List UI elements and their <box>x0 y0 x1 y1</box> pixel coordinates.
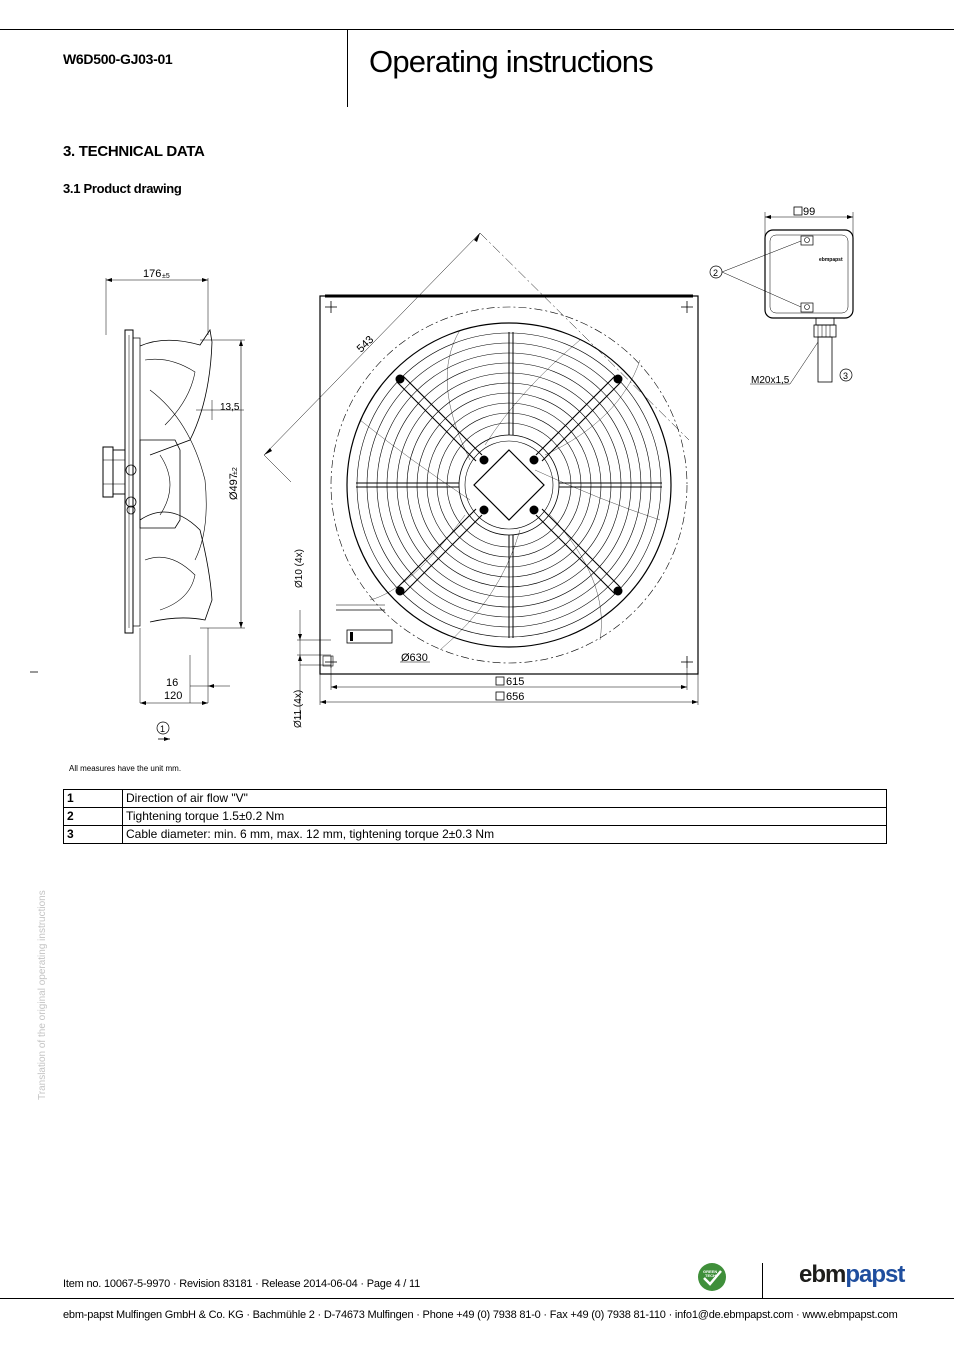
dim-d10: Ø10 (4x) <box>294 549 305 588</box>
translation-note: Translation of the original operating instructions <box>37 890 48 1100</box>
dim-615: 615 <box>506 676 525 688</box>
legend-number: 3 <box>64 826 123 844</box>
legend-text: Direction of air flow "V" <box>123 790 887 808</box>
callout-1-text: 1 <box>160 724 166 734</box>
footer-rule <box>0 1298 954 1299</box>
dim-99: 99 <box>803 206 816 218</box>
footer-address-line: ebm-papst Mulfingen GmbH & Co. KG · Bachmühle 2 · D-74673 Mulfingen · Phone +49 (0) 7938 81-0 · Fax +49 (0) 7938 81-110 · info1@de.ebmpapst.com · www.ebmpapst.com <box>63 1309 898 1321</box>
front-view <box>264 233 698 720</box>
footer-item-line: Item no. 10067-5-9970 · Revision 83181 · Release 2014-06-04 · Page 4 / 11 <box>63 1278 420 1290</box>
dim-543: 543 <box>354 333 377 356</box>
dim-656: 656 <box>506 691 525 703</box>
legend-text: Cable diameter: min. 6 mm, max. 12 mm, tightening torque 2±0.3 Nm <box>123 826 887 844</box>
table-row <box>64 808 887 826</box>
green-logo-text-2: TECH <box>705 1273 716 1278</box>
footer-logo-divider <box>762 1263 763 1298</box>
legend-text: Tightening torque 1.5±0.2 Nm <box>123 808 887 826</box>
subsection-heading: 3.1 Product drawing <box>63 181 182 196</box>
table-row <box>64 790 887 808</box>
dim-13-5: 13,5 <box>220 402 240 413</box>
dim-d11: Ø11 (4x) <box>293 689 304 728</box>
terminal-box-view <box>710 207 853 384</box>
callout-2-text: 2 <box>713 268 719 278</box>
dim-176: 176 <box>143 268 162 280</box>
callout-3-text: 3 <box>843 371 849 381</box>
document-title: Operating instructions <box>369 44 653 79</box>
side-view <box>30 278 245 741</box>
dim-d630: Ø630 <box>401 652 428 664</box>
thread-label: M20x1,5 <box>751 375 790 386</box>
dim-176-tol: ±5 <box>162 273 170 280</box>
brand-part-ebm: ebm <box>799 1261 846 1288</box>
green-logo-text-1: GREEN <box>703 1269 718 1274</box>
legend-number: 2 <box>64 808 123 826</box>
unit-note: All measures have the unit mm. <box>69 764 182 773</box>
table-row <box>64 826 887 844</box>
dim-120: 120 <box>164 690 183 702</box>
legend-table <box>63 789 887 844</box>
box-brand: ebmpapst <box>819 257 843 263</box>
brand-part-papst: papst <box>845 1261 905 1288</box>
ebmpapst-logo <box>799 1261 904 1289</box>
dim-16: 16 <box>166 677 179 689</box>
dim-497-tol: ±2 <box>232 467 239 475</box>
legend-number: 1 <box>64 790 123 808</box>
section-heading: 3. TECHNICAL DATA <box>63 143 205 160</box>
model-number: W6D500-GJ03-01 <box>63 51 173 67</box>
dim-497: Ø497 <box>228 473 240 500</box>
green-tech-logo-icon <box>697 1262 727 1292</box>
